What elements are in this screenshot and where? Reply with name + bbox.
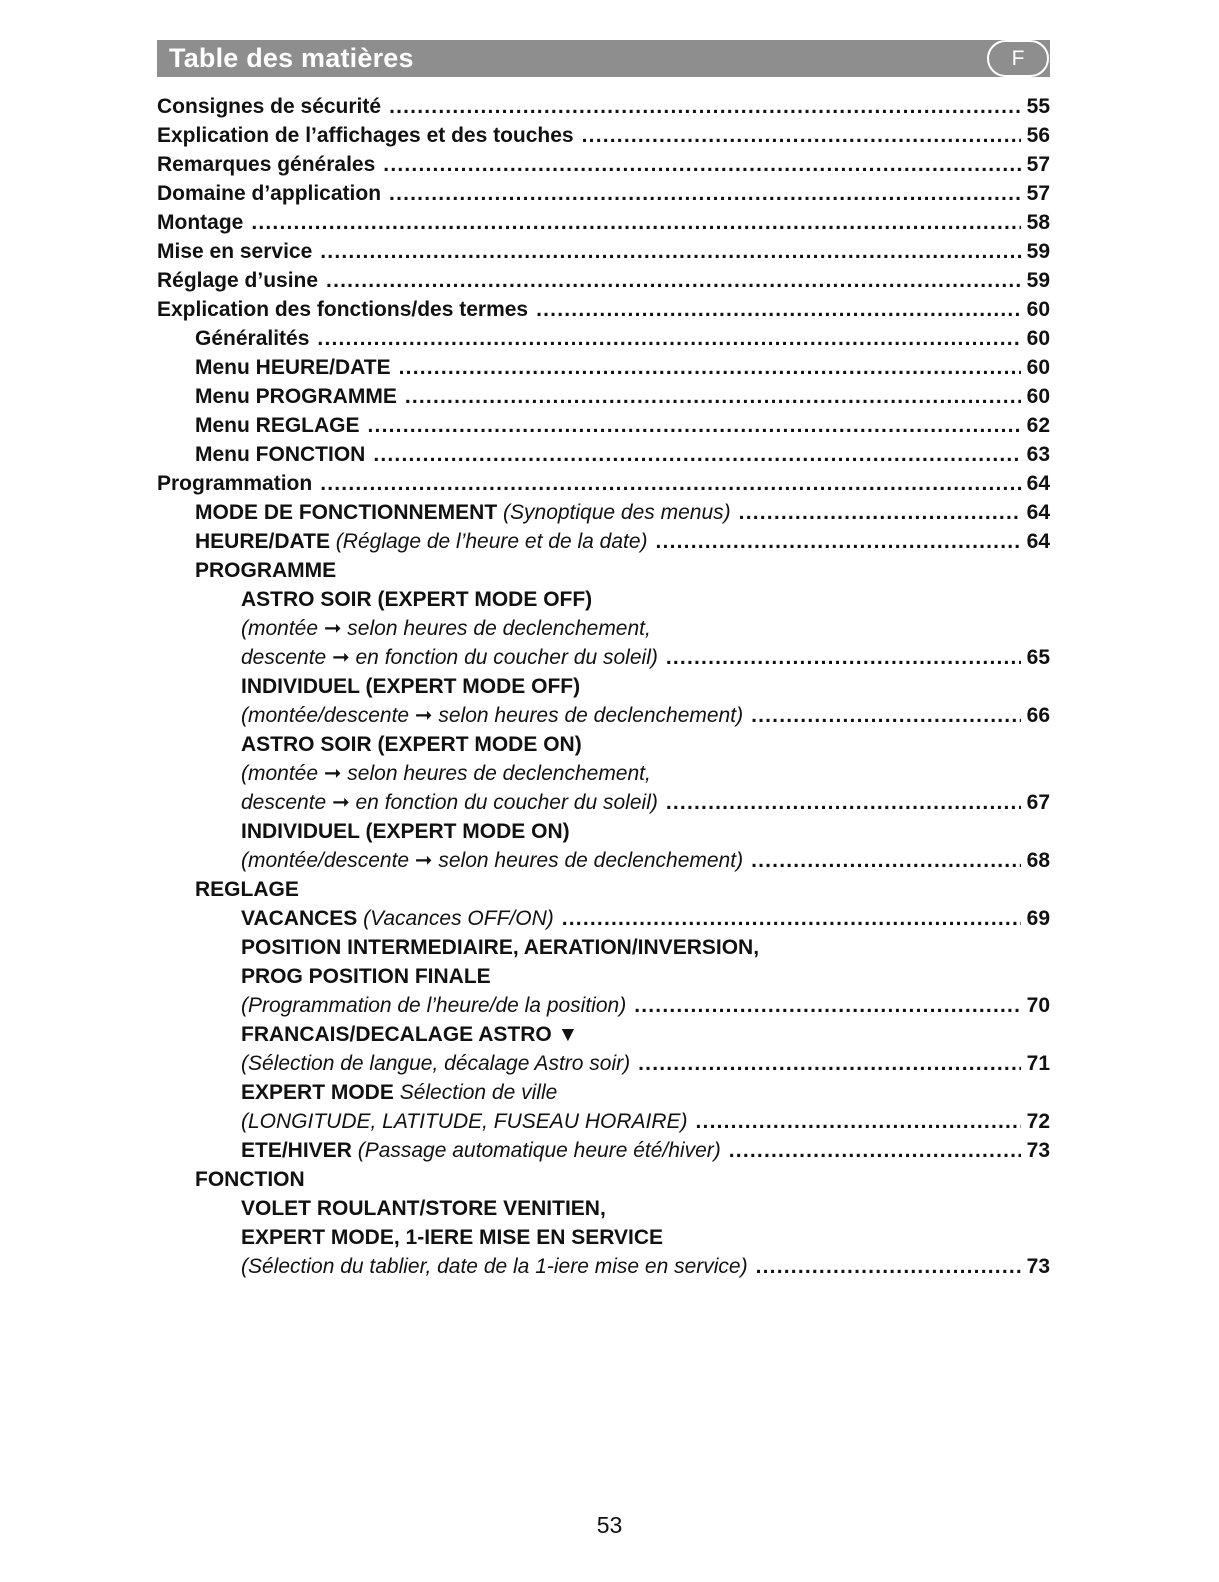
toc-entry-subtitle: (Réglage de l’heure et de la date) [335,530,648,553]
toc-page-number: 68 [1026,849,1050,872]
toc-page-number: 60 [1026,298,1050,321]
toc-entry[interactable] [157,353,1050,382]
table-of-contents [157,92,1050,1281]
toc-entry[interactable] [157,788,1050,817]
toc-page-number: 73 [1026,1255,1050,1278]
toc-heading-title: VOLET ROULANT/STORE VENITIEN, [241,1197,606,1220]
toc-line [157,614,1050,643]
dot-leader [251,208,1020,237]
toc-entry[interactable] [157,643,1050,672]
toc-entry[interactable] [157,440,1050,469]
toc-heading [157,556,1050,585]
toc-entry-subtitle: descente ➞ en fonction du coucher du soleil) [241,791,658,814]
toc-heading [157,962,1050,991]
toc-entry[interactable] [157,1049,1050,1078]
toc-heading [157,1194,1050,1223]
toc-heading [157,672,1050,701]
toc-page-number: 64 [1026,472,1050,495]
dot-leader [582,121,1021,150]
section-header-bar [157,40,1050,77]
dot-leader [373,440,1020,469]
toc-entry[interactable] [157,469,1050,498]
dot-leader [751,701,1021,730]
toc-entry-subtitle: (montée/descente ➞ selon heures de declenchement) [241,704,744,727]
toc-entry[interactable] [157,1252,1050,1281]
toc-line [157,1078,1050,1107]
toc-entry-title: HEURE/DATE [195,530,330,553]
toc-entry[interactable] [157,411,1050,440]
toc-entry[interactable] [157,846,1050,875]
toc-heading-title: INDIVIDUEL (EXPERT MODE OFF) [241,675,581,698]
toc-entry-title: Menu HEURE/DATE [195,356,391,379]
dot-leader [656,527,1021,556]
dot-leader [666,643,1021,672]
dot-leader [383,150,1020,179]
toc-entry-title: Domaine d’application [157,182,382,205]
toc-heading-title: EXPERT MODE [241,1081,394,1104]
dot-leader [320,469,1020,498]
dot-leader [562,904,1021,933]
dot-leader [399,353,1021,382]
dot-leader [696,1107,1021,1136]
toc-entry-title: Explication des fonctions/des termes [157,298,529,321]
page-number: 53 [596,1512,623,1538]
toc-entry[interactable] [157,150,1050,179]
dot-leader [729,1136,1021,1165]
toc-entry-subtitle: Sélection de ville [399,1081,558,1104]
toc-entry[interactable] [157,904,1050,933]
toc-heading-title: FONCTION [195,1168,305,1191]
toc-entry[interactable] [157,237,1050,266]
toc-heading-title: POSITION INTERMEDIAIRE, AERATION/INVERSION, [241,936,760,959]
toc-entry-title: Réglage d’usine [157,269,319,292]
toc-entry-title: Montage [157,211,244,234]
toc-entry-subtitle: descente ➞ en fonction du coucher du soleil) [241,646,658,669]
dot-leader [389,179,1021,208]
toc-page-number: 64 [1026,530,1050,553]
toc-entry[interactable] [157,179,1050,208]
toc-entry[interactable] [157,991,1050,1020]
dot-leader [751,846,1021,875]
toc-heading [157,1223,1050,1252]
toc-entry-title: MODE DE FONCTIONNEMENT [195,501,498,524]
toc-page-number: 66 [1026,704,1050,727]
dot-leader [326,266,1021,295]
toc-entry-title: Généralités [195,327,310,350]
toc-entry-title: Programmation [157,472,313,495]
toc-page-number: 69 [1026,907,1050,930]
toc-heading-title: REGLAGE [195,878,299,901]
toc-page-number: 59 [1026,269,1050,292]
dot-leader [389,92,1021,121]
toc-entry-title: Menu FONCTION [195,443,366,466]
toc-page-number: 60 [1026,327,1050,350]
toc-page-number: 70 [1026,994,1050,1017]
toc-entry-subtitle: (montée/descente ➞ selon heures de declenchement) [241,849,744,872]
dot-leader [634,991,1020,1020]
toc-heading [157,875,1050,904]
toc-entry[interactable] [157,527,1050,556]
toc-page-number: 62 [1026,414,1050,437]
dot-leader [666,788,1021,817]
toc-entry[interactable] [157,295,1050,324]
toc-entry[interactable] [157,266,1050,295]
toc-page-number: 65 [1026,646,1050,669]
toc-heading-title: PROGRAMME [195,559,337,582]
toc-heading-title: ASTRO SOIR (EXPERT MODE ON) [241,733,582,756]
toc-entry-title: Remarques générales [157,153,376,176]
toc-entry[interactable] [157,701,1050,730]
toc-entry-subtitle: (montée ➞ selon heures de declenchement, [241,762,651,785]
toc-heading [157,1165,1050,1194]
toc-entry-title: VACANCES [241,907,358,930]
toc-heading [157,730,1050,759]
toc-entry[interactable] [157,208,1050,237]
toc-entry-title: Consignes de sécurité [157,95,382,118]
toc-page-number: 56 [1026,124,1050,147]
toc-page-number: 60 [1026,385,1050,408]
toc-entry-subtitle: (Sélection de langue, décalage Astro soir) [241,1052,631,1075]
toc-page-number: 73 [1026,1139,1050,1162]
toc-heading [157,1020,1050,1049]
toc-entry-subtitle: (Programmation de l’heure/de la position) [241,994,627,1017]
toc-entry-title: ETE/HIVER [241,1139,352,1162]
toc-entry[interactable] [157,92,1050,121]
toc-heading-title: INDIVIDUEL (EXPERT MODE ON) [241,820,570,843]
dot-leader [739,498,1021,527]
toc-entry[interactable] [157,1107,1050,1136]
toc-page-number: 71 [1026,1052,1050,1075]
dot-leader [320,237,1020,266]
toc-entry[interactable] [157,121,1050,150]
toc-entry-subtitle: (LONGITUDE, LATITUDE, FUSEAU HORAIRE) [241,1110,688,1133]
toc-entry-subtitle: (Synoptique des menus) [503,501,731,524]
toc-page-number: 64 [1026,501,1050,524]
toc-page-number: 72 [1026,1110,1050,1133]
toc-page-number: 55 [1026,95,1050,118]
toc-entry[interactable] [157,498,1050,527]
toc-entry[interactable] [157,382,1050,411]
toc-heading-title: FRANCAIS/DECALAGE ASTRO ▼ [241,1023,579,1046]
toc-heading-title: EXPERT MODE, 1-IERE MISE EN SERVICE [241,1226,664,1249]
toc-line [157,759,1050,788]
toc-heading [157,933,1050,962]
toc-entry-title: Menu PROGRAMME [195,385,397,408]
dot-leader [405,382,1021,411]
page-title: Table des matières [169,43,414,73]
toc-entry-subtitle: (montée ➞ selon heures de declenchement, [241,617,651,640]
toc-page-number: 58 [1026,211,1050,234]
toc-heading [157,585,1050,614]
toc-heading [157,817,1050,846]
toc-page-number: 59 [1026,240,1050,263]
dot-leader [638,1049,1021,1078]
dot-leader [536,295,1021,324]
dot-leader [317,324,1020,353]
dot-leader [756,1252,1021,1281]
toc-entry-title: Mise en service [157,240,313,263]
toc-entry-title: Explication de l’affichages et des touches [157,124,574,147]
toc-heading-title: ASTRO SOIR (EXPERT MODE OFF) [241,588,593,611]
toc-entry[interactable] [157,1136,1050,1165]
toc-entry-subtitle: (Sélection du tablier, date de la 1-iere mise en service) [241,1255,748,1278]
toc-entry-title: Menu REGLAGE [195,414,360,437]
toc-entry[interactable] [157,324,1050,353]
toc-page-number: 63 [1026,443,1050,466]
dot-leader [368,411,1021,440]
toc-entry-subtitle: (Passage automatique heure été/hiver) [357,1139,721,1162]
toc-page-number: 67 [1026,791,1050,814]
toc-entry-subtitle: (Vacances OFF/ON) [363,907,554,930]
toc-page-number: 57 [1026,182,1050,205]
toc-page-number: 60 [1026,356,1050,379]
toc-heading-title: PROG POSITION FINALE [241,965,491,988]
language-badge: F [987,40,1049,77]
toc-page-number: 57 [1026,153,1050,176]
